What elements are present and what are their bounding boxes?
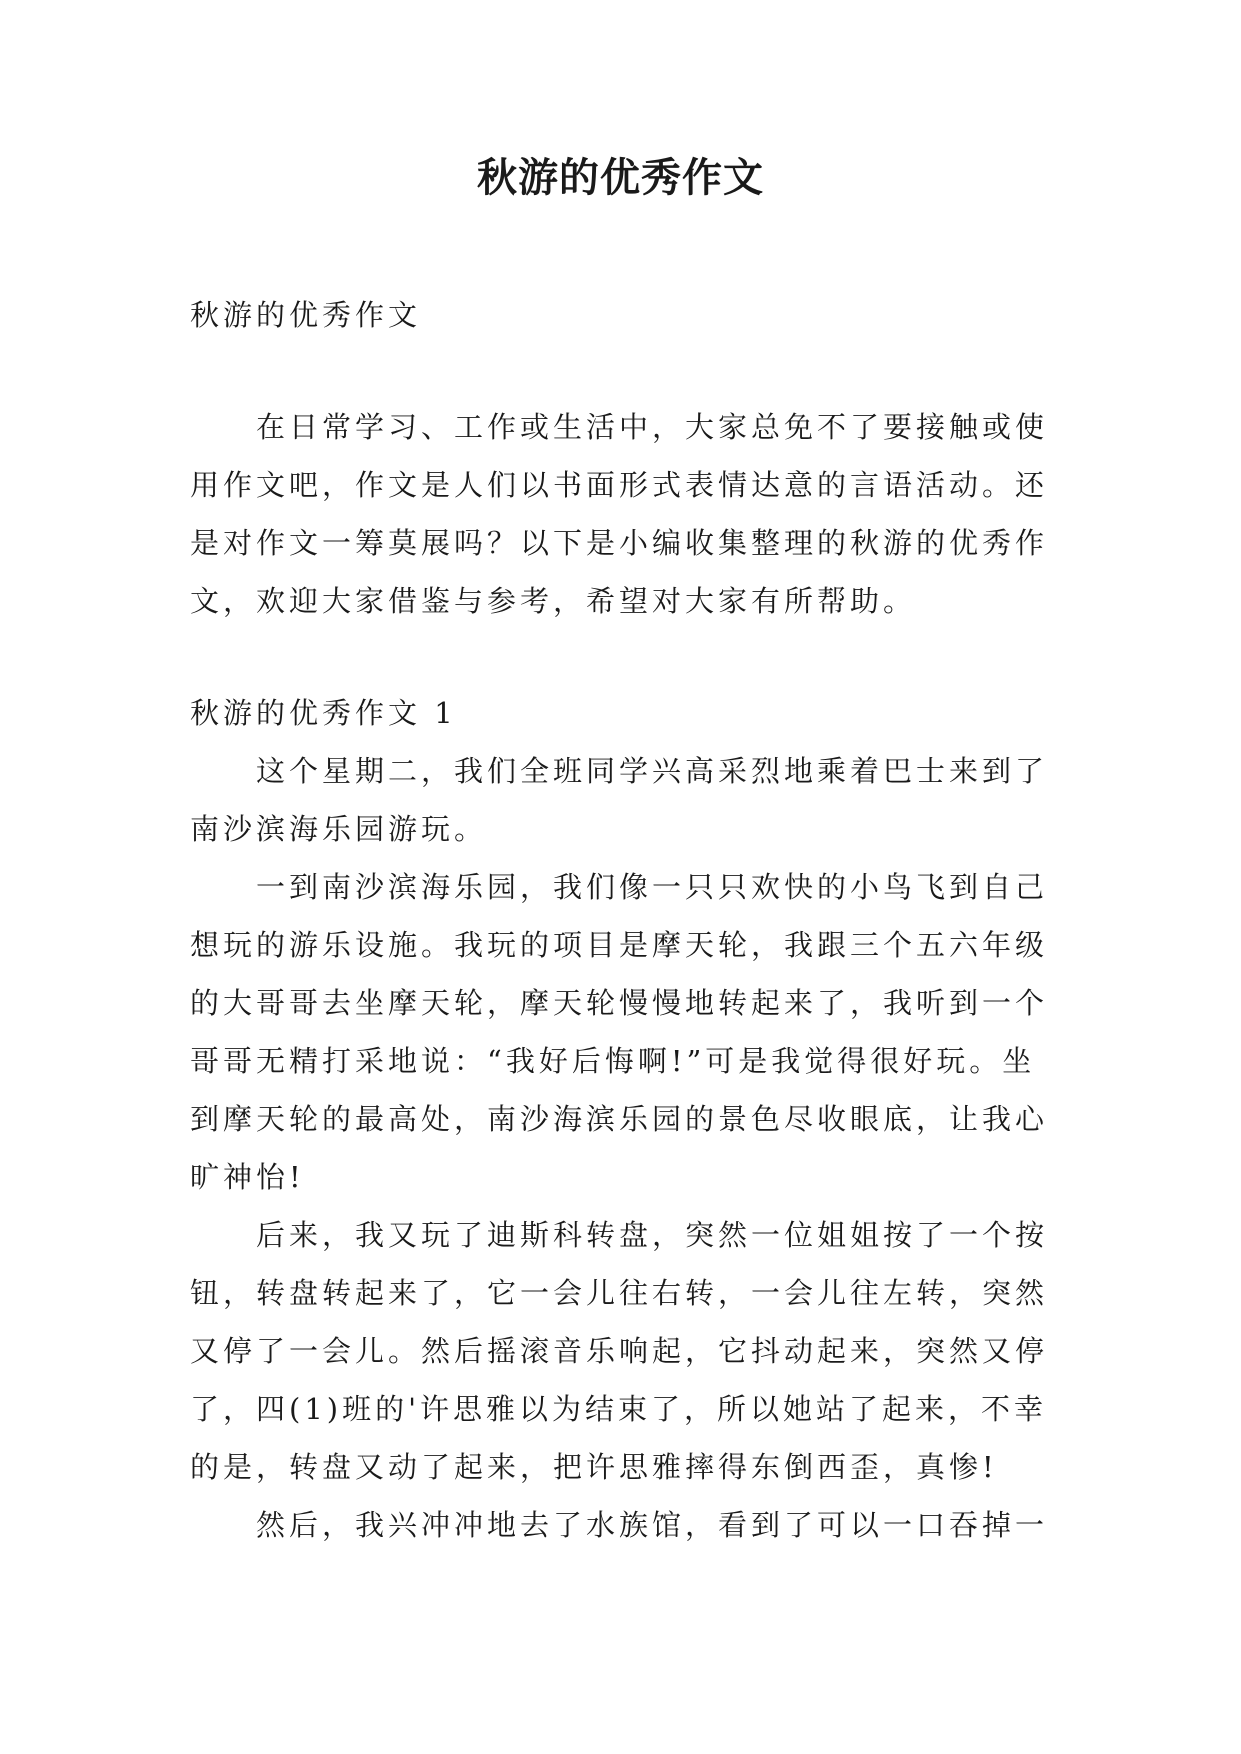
page-title: 秋游的优秀作文	[477, 154, 764, 201]
body-paragraph: 这个星期二，我们全班同学兴高采烈地乘着巴士来到了南沙滨海乐园游玩。	[190, 754, 1049, 846]
section-heading: 秋游的优秀作文 1	[190, 696, 457, 730]
body-paragraph: 后来，我又玩了迪斯科转盘，突然一位姐姐按了一个按钮，转盘转起来了，它一会儿往右转，一会儿往左转，突然又停了一会儿。然后摇滚音乐响起，它抖动起来，突然又停了，四(1)班的'许思雅以为结束了，所以她站了起来，不幸的是，转盘又动了起来，把许思雅摔得东倒西歪，真惨!	[190, 1218, 1049, 1484]
body-paragraph: 一到南沙滨海乐园，我们像一只只欢快的小鸟飞到自己想玩的游乐设施。我玩的项目是摩天轮，我跟三个五六年级的大哥哥去坐摩天轮，摩天轮慢慢地转起来了，我听到一个哥哥无精打采地说：“我好后悔啊!”可是我觉得很好玩。坐到摩天轮的最高处，南沙海滨乐园的景色尽收眼底，让我心旷神怡!	[190, 870, 1049, 1194]
body-paragraph: 然后，我兴冲冲地去了水族馆，看到了可以一口吞掉一	[256, 1508, 1049, 1542]
intro-paragraph: 在日常学习、工作或生活中，大家总免不了要接触或使用作文吧，作文是人们以书面形式表情达意的言语活动。还是对作文一筹莫展吗？以下是小编收集整理的秋游的优秀作文，欢迎大家借鉴与参考，希望对大家有所帮助。	[190, 410, 1049, 618]
document-body	[190, 286, 1052, 1554]
document-subtitle: 秋游的优秀作文	[190, 298, 422, 332]
